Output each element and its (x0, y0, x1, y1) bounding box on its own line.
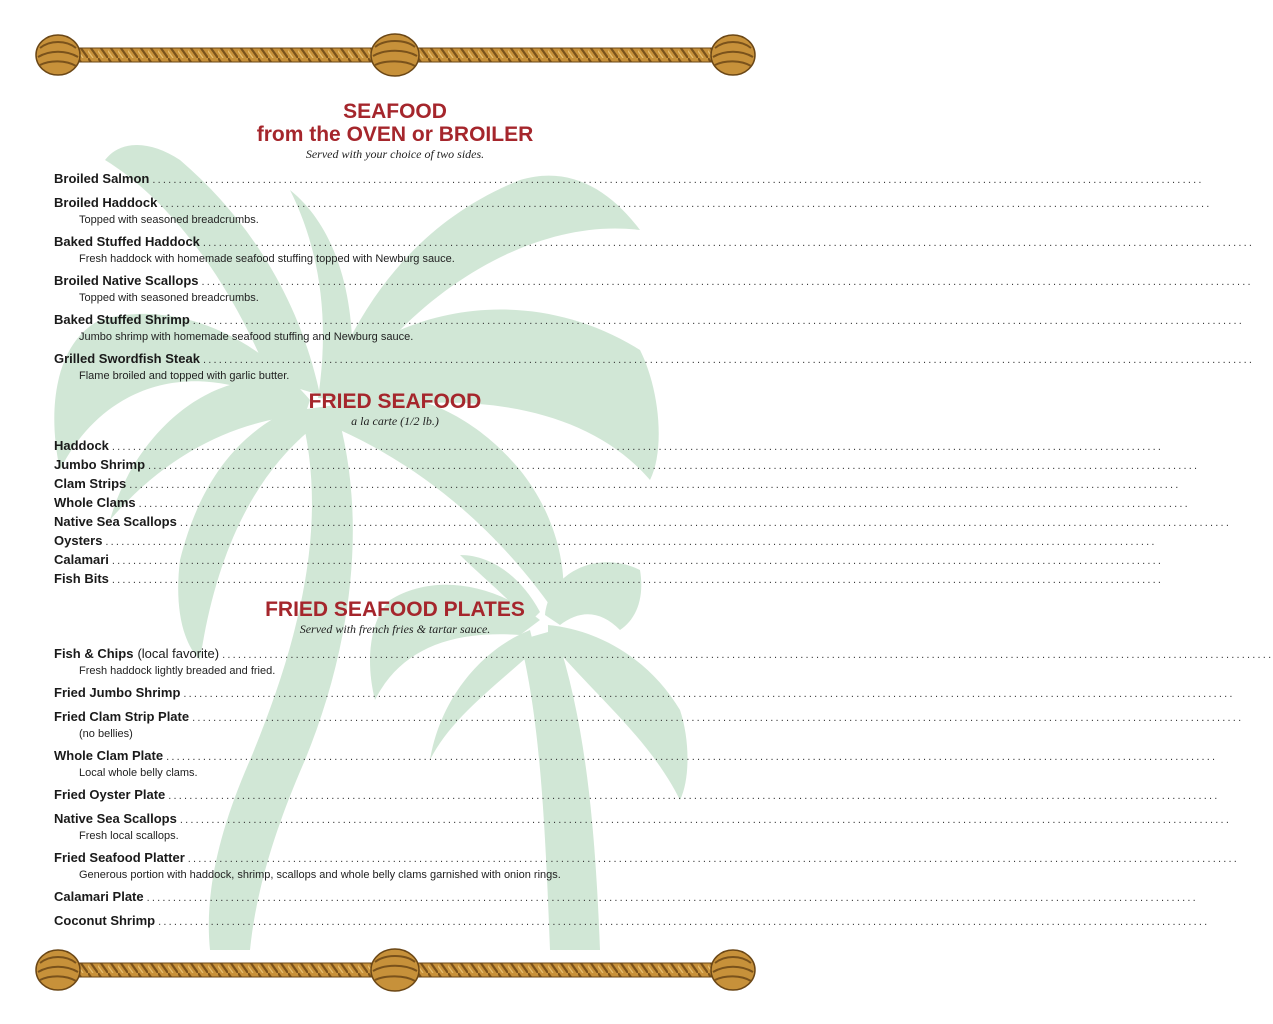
menu-item (54, 811, 1232, 843)
menu-item-name: Broiled Salmon (54, 171, 150, 186)
section-title-line1: SEAFOOD (343, 100, 447, 123)
menu-item (54, 913, 1210, 930)
menu-item-description: (no bellies) (79, 728, 133, 740)
menu-item-name: Native Sea Scallops (54, 514, 177, 529)
menu-item (54, 273, 1253, 305)
dot-leader: ........................................................................................................................................................................................................ (160, 198, 1212, 210)
dot-leader: ........................................................................................................................................................................................................ (158, 916, 1210, 928)
rope-knot-icon (371, 949, 419, 991)
menu-item-name: Coconut Shrimp (54, 913, 156, 928)
dot-leader: ........................................................................................................................................................................................................ (192, 712, 1244, 724)
rope-knot-icon (711, 950, 755, 990)
menu-item (54, 234, 1255, 266)
dot-leader: ........................................................................................................................................................................................................ (152, 174, 1204, 186)
menu-item-description: Fresh haddock with homemade seafood stuffing topped with Newburg sauce. (79, 253, 455, 265)
menu-item-name: Whole Clam Plate (54, 748, 164, 763)
menu-item-description: Fresh haddock lightly breaded and fried. (79, 665, 276, 677)
rope-knot-icon (36, 950, 80, 990)
menu-item-name: Broiled Haddock (54, 195, 158, 210)
dot-leader: ........................................................................................................................................................................................................ (183, 688, 1235, 700)
menu-item-name: Jumbo Shrimp (54, 457, 146, 472)
section-oven-broiler (54, 100, 1255, 383)
section-fried-seafood-plates (54, 598, 1273, 930)
section-title: FRIED SEAFOOD PLATES (265, 598, 525, 621)
menu-item (54, 709, 1244, 741)
menu-item-name: Native Sea Scallops (54, 811, 177, 826)
menu-item-name: Whole Clams (54, 495, 136, 510)
menu-item (54, 171, 1204, 188)
menu-item-description: Jumbo shrimp with homemade seafood stuffing and Newburg sauce. (79, 331, 414, 343)
menu-item (54, 312, 1245, 344)
menu-item (54, 476, 1181, 493)
menu-item-description: Local whole belly clams. (79, 767, 198, 779)
dot-leader: ........................................................................................................................................................................................................ (148, 460, 1200, 472)
menu-content (54, 100, 1273, 937)
menu-item (54, 457, 1200, 474)
section-title: FRIED SEAFOOD (308, 390, 482, 413)
menu-item-name: Clam Strips (54, 476, 127, 491)
menu-item-name: Fried Oyster Plate (54, 787, 166, 802)
section-fried-seafood (54, 390, 1232, 588)
section-title (54, 100, 736, 146)
menu-item-name: Fish & Chips (54, 646, 134, 661)
section-title-line2: from the OVEN or BROILER (256, 123, 534, 146)
menu-item-description: Generous portion with haddock, shrimp, scallops and whole belly clams garnished with onion rings. (79, 869, 561, 881)
rope-border-top (28, 30, 763, 80)
menu-item-name: Calamari Plate (54, 889, 144, 904)
dot-leader: ........................................................................................................................................................................................................ (138, 498, 1190, 510)
dot-leader: ........................................................................................................................................................................................................ (201, 276, 1253, 288)
dot-leader: ........................................................................................................................................................................................................ (146, 892, 1198, 904)
menu-item-name: Broiled Native Scallops (54, 273, 199, 288)
menu-item (54, 438, 1164, 455)
menu-item-description: Topped with seasoned breadcrumbs. (79, 214, 259, 226)
menu-item-description: Fresh local scallops. (79, 830, 179, 842)
menu-item (54, 889, 1198, 906)
rope-knot-icon (371, 34, 419, 76)
dot-leader: ........................................................................................................................................................................................................ (192, 315, 1245, 327)
menu-item (54, 533, 1157, 550)
menu-item-name: Baked Stuffed Shrimp (54, 312, 190, 327)
menu-item (54, 685, 1235, 702)
dot-leader: ........................................................................................................................................................................................................ (105, 536, 1157, 548)
dot-leader: ........................................................................................................................................................................................................ (111, 555, 1164, 567)
dot-leader: ........................................................................................................................................................................................................ (166, 751, 1218, 763)
dot-leader: ........................................................................................................................................................................................................ (111, 574, 1164, 586)
menu-item (54, 195, 1212, 227)
section-subtitle: a la carte (1/2 lb.) (351, 414, 439, 428)
menu-item (54, 351, 1255, 383)
menu-item-name: Haddock (54, 438, 109, 453)
dot-leader: ........................................................................................................................................................................................................ (222, 649, 1273, 661)
dot-leader: ........................................................................................................................................................................................................ (202, 354, 1255, 366)
menu-item-name: Fish Bits (54, 571, 109, 586)
menu-item-note: (local favorite) (137, 646, 220, 661)
menu-item-name: Calamari (54, 552, 109, 567)
rope-border-bottom (28, 945, 763, 995)
dot-leader: ........................................................................................................................................................................................................ (111, 441, 1164, 453)
dot-leader: ........................................................................................................................................................................................................ (129, 479, 1181, 491)
menu-item (54, 748, 1218, 780)
rope-knot-icon (711, 35, 755, 75)
menu-item (54, 787, 1220, 804)
menu-item-name: Baked Stuffed Haddock (54, 234, 200, 249)
menu-item-name: Oysters (54, 533, 103, 548)
dot-leader: ........................................................................................................................................................................................................ (179, 517, 1232, 529)
menu-item (54, 514, 1232, 531)
menu-item-description: Flame broiled and topped with garlic butter. (79, 370, 290, 382)
menu-item-name: Fried Clam Strip Plate (54, 709, 190, 724)
menu-item (54, 850, 1239, 882)
menu-item-name: Fried Jumbo Shrimp (54, 685, 181, 700)
dot-leader: ........................................................................................................................................................................................................ (179, 814, 1232, 826)
section-subtitle: Served with french fries & tartar sauce. (299, 622, 491, 636)
menu-item (54, 552, 1164, 569)
dot-leader: ........................................................................................................................................................................................................ (202, 237, 1255, 249)
menu-item (54, 495, 1190, 512)
menu-item-name: Grilled Swordfish Steak (54, 351, 200, 366)
dot-leader: ........................................................................................................................................................................................................ (168, 790, 1220, 802)
menu-item (54, 646, 1273, 678)
section-subtitle: Served with your choice of two sides. (305, 147, 485, 161)
menu-item-name: Fried Seafood Platter (54, 850, 185, 865)
dot-leader: ........................................................................................................................................................................................................ (187, 853, 1239, 865)
menu-item (54, 571, 1164, 588)
rope-knot-icon (36, 35, 80, 75)
menu-item-description: Topped with seasoned breadcrumbs. (79, 292, 259, 304)
